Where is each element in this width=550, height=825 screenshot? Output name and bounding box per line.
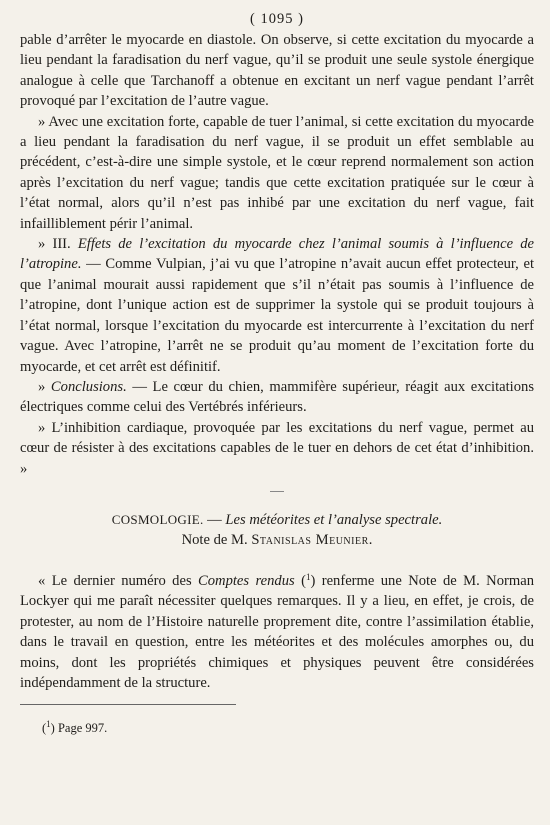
heading-line-2: [20, 530, 534, 551]
author-name: Stanislas Meunier: [251, 532, 369, 549]
footnote-mark: 1: [46, 719, 51, 730]
italic-text: Comptes rendus: [198, 572, 295, 589]
paragraph-5: [20, 418, 534, 479]
italic-text: Effets de l’excitation du myocarde chez l’animal soumis à l’influence de l’atropine.: [20, 236, 534, 273]
heading-line-1: [20, 510, 534, 531]
author-end: .: [368, 532, 373, 549]
section-body: [20, 567, 534, 693]
paragraph-4: [20, 377, 534, 418]
text-run: » Avec une excitation forte, capable de tuer l’animal, si cette excitation du myocarde a lieu pendant la faradisation du nerf vague, il se produit un effet semblable au précédent, c’est-à-dire une simple systole, et le cœur reprend normalement son action après l’excitation du nerf vague; tandis que cette excitation pratiquée sur le cœur à l’état normal, alors qu’il n’est pas inhibé par une excitation du nerf vague, fait infailliblement périr l’animal.: [20, 113, 534, 232]
section-title: Les météorites et l’analyse spectrale.: [225, 511, 443, 528]
section-label: COSMOLOGIE.: [111, 511, 204, 527]
text-run: (: [294, 572, 306, 589]
paragraph-1: [20, 30, 534, 112]
section-heading: [20, 510, 534, 551]
footnote-text: Page 997.: [54, 721, 108, 736]
paragraph-3: [20, 234, 534, 377]
text-run: » III.: [38, 236, 78, 253]
text-run: — Comme Vulpian, j’ai vu que l’atropine n’avait aucun effet protecteur, et que l’animal mourait aussi rapidement que s’il n’était pas soumis à l’influence de l’atropine, dont l’unique action est de supprimer la systole qui se produit toujours à l’état normal, lorsque l’excitation du myocarde est intercurrente à l’excitation du nerf vague. Avec l’atropine, l’arrêt ne se produit qu’au moment de l’excitation forte du myocarde, et cet arrêt est définitif.: [20, 256, 534, 375]
page-number: ( 1095 ): [250, 11, 304, 27]
text-run: — Le cœur du chien, mammifère supérieur, réagit aux excitations électriques comme celui des Vertébrés inférieurs.: [20, 378, 535, 416]
italic-text: Conclusions.: [50, 378, 127, 395]
text-run: ) renferme une Note de M. Norman Lockyer qui me paraît nécessiter quelques remarques. Il y a lieu, en effet, je crois, de protester, au nom de l’Histoire naturelle proprement dite, contre l’assimilation établie, dans le travail en question, entre les météorites et des molécules amorphes ou, du moins, dont les propriétés chimiques et physiques peuvent être considérées indépendamment de la structure.: [20, 572, 534, 691]
article-body: [20, 30, 534, 479]
footnote-rule: [20, 704, 236, 705]
note-prefix: Note de M.: [181, 532, 252, 549]
footnote-ref: 1: [305, 571, 311, 582]
text-run: »: [38, 378, 51, 395]
section-paragraph-1: [20, 567, 534, 693]
heading-dash: —: [203, 511, 226, 528]
footnote: ($^1$) Page 997.: [42, 719, 108, 736]
paragraph-2: [20, 112, 534, 234]
text-run: » L’inhibition cardiaque, provoquée par les excitations du nerf vague, permet au cœur de résister à des excitations capables de le tuer en dehors de cet état d’inhibition. »: [20, 419, 534, 477]
text-run: « Le dernier numéro des: [38, 572, 199, 589]
text-run: pable d’arrêter le myocarde en diastole. On observe, si cette excitation du myocarde a lieu pendant la faradisation du nerf vague, qu’il se produit une seule systole énergique analogue à celle que Tarchanoff a obtenue en excitant un nerf vague pendant l’arrêt provoqué par l’excitation de l’autre vague.: [20, 32, 534, 110]
section-separator: [270, 491, 284, 492]
